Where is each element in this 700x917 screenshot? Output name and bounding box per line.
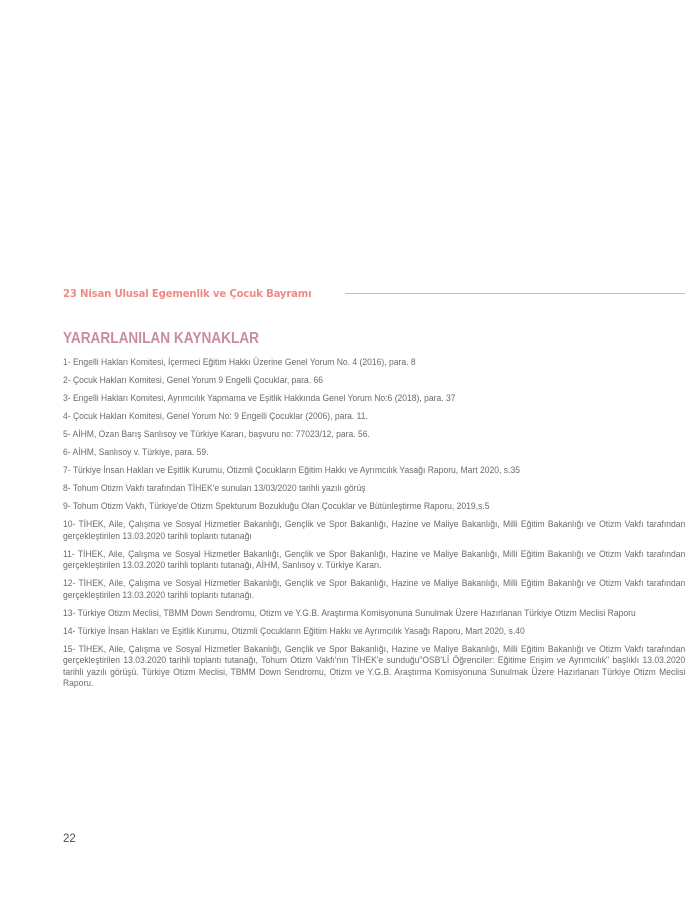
series-title: 23 Nisan Ulusal Egemenlik ve Çocuk Bayramı bbox=[63, 287, 312, 300]
reference-item: 5- AİHM, Ozan Barış Sanlısoy ve Türkiye Kararı, başvuru no: 77023/12, para. 56. bbox=[63, 429, 370, 439]
reference-item: 8- Tohum Otizm Vakfı tarafından TİHEK'e sunulan 13/03/2020 tarihli yazılı görüş bbox=[63, 483, 366, 493]
page-title: YARARLANILAN KAYNAKLAR bbox=[63, 330, 260, 347]
reference-item: 15- TİHEK, Aile, Çalışma ve Sosyal Hizmetler Bakanlığı, Gençlik ve Spor Bakanlığı, Hazine ve Maliye Bakanlığı, Milli Eğitim Bakanlığı ve Otizm Vakfı tarafından gerçekleştirilen 13.03.2020 tarihli toplantı tutanağı, Tohum Otizm Vakfı'nın TİHEK'e sunduğu"OSB'Lİ Öğrenciler: Eğitime Erişim ve Ayrımcılık" başlıklı 13.03.2020 tarihli yazılı görüşü. Türkiye Otizm Meclisi, TBMM Down Sendromu, Otizm ve Y.G.B. Araştırma Komisyonuna Sunulmak Üzere Hazırlanan Türkiye Otizm Meclisi Raporu. bbox=[63, 643, 686, 688]
reference-item: 11- TİHEK, Aile, Çalışma ve Sosyal Hizmetler Bakanlığı, Gençlik ve Spor Bakanlığı, Hazine ve Maliye Bakanlığı, Milli Eğitim Bakanlığı ve Otizm Vakfı tarafından gerçekleştirilen 13.03.2020 tarihli toplantı tutanağı, AİHM, Sanlısoy v. Türkiye Kararı. bbox=[63, 548, 686, 570]
reference-item: 2- Çocuk Hakları Komitesi, Genel Yorum 9 Engelli Çocuklar, para. 66 bbox=[63, 375, 323, 385]
references-list bbox=[63, 357, 685, 696]
reference-item: 12- TİHEK, Aile, Çalışma ve Sosyal Hizmetler Bakanlığı, Gençlik ve Spor Bakanlığı, Hazine ve Maliye Bakanlığı, Milli Eğitim Bakanlığı ve Otizm Vakfı tarafından gerçekleştirilen 13.03.2020 tarihli toplantı tutanağı. bbox=[63, 578, 686, 600]
reference-item: 3- Engelli Hakları Komitesi, Ayrımcılık Yapmama ve Eşitlik Hakkında Genel Yorum No:6 (2018), para. 37 bbox=[63, 393, 456, 403]
reference-item: 9- Tohum Otizm Vakfı, Türkiye'de Otizm Spekturum Bozukluğu Olan Çocuklar ve Bütünleştirme Raporu, 2019,s.5 bbox=[63, 501, 490, 511]
reference-item: 14- Türkiye İnsan Hakları ve Eşitlik Kurumu, Otizmli Çocukların Eğitim Hakkı ve Ayrımcılık Yasağı Raporu, Mart 2020, s.40 bbox=[63, 625, 525, 636]
reference-item: 1- Engelli Hakları Komitesi, İçermeci Eğitim Hakkı Üzerine Genel Yorum No. 4 (2016), para. 8 bbox=[63, 357, 416, 367]
page-number: 22 bbox=[63, 833, 76, 845]
running-header bbox=[63, 287, 685, 300]
header-rule-divider bbox=[345, 293, 685, 294]
reference-item: 10- TİHEK, Aile, Çalışma ve Sosyal Hizmetler Bakanlığı, Gençlik ve Spor Bakanlığı, Hazine ve Maliye Bakanlığı, Milli Eğitim Bakanlığı ve Otizm Vakfı tarafından gerçekleştirilen 13.03.2020 tarihli toplantı tutanağı bbox=[63, 519, 686, 541]
reference-item: 7- Türkiye İnsan Hakları ve Eşitlik Kurumu, Otizmli Çocukların Eğitim Hakkı ve Ayrımcılık Yasağı Raporu, Mart 2020, s.35 bbox=[63, 465, 520, 475]
reference-item: 4- Çocuk Hakları Komitesi, Genel Yorum No: 9 Engelli Çocuklar (2006), para. 11. bbox=[63, 411, 368, 421]
reference-item: 13- Türkiye Otizm Meclisi, TBMM Down Sendromu, Otizm ve Y.G.B. Araştırma Komisyonuna Sunulmak Üzere Hazırlanan Türkiye Otizm Meclisi Raporu bbox=[63, 607, 636, 618]
reference-item: 6- AİHM, Sanlısoy v. Türkiye, para. 59. bbox=[63, 447, 209, 457]
